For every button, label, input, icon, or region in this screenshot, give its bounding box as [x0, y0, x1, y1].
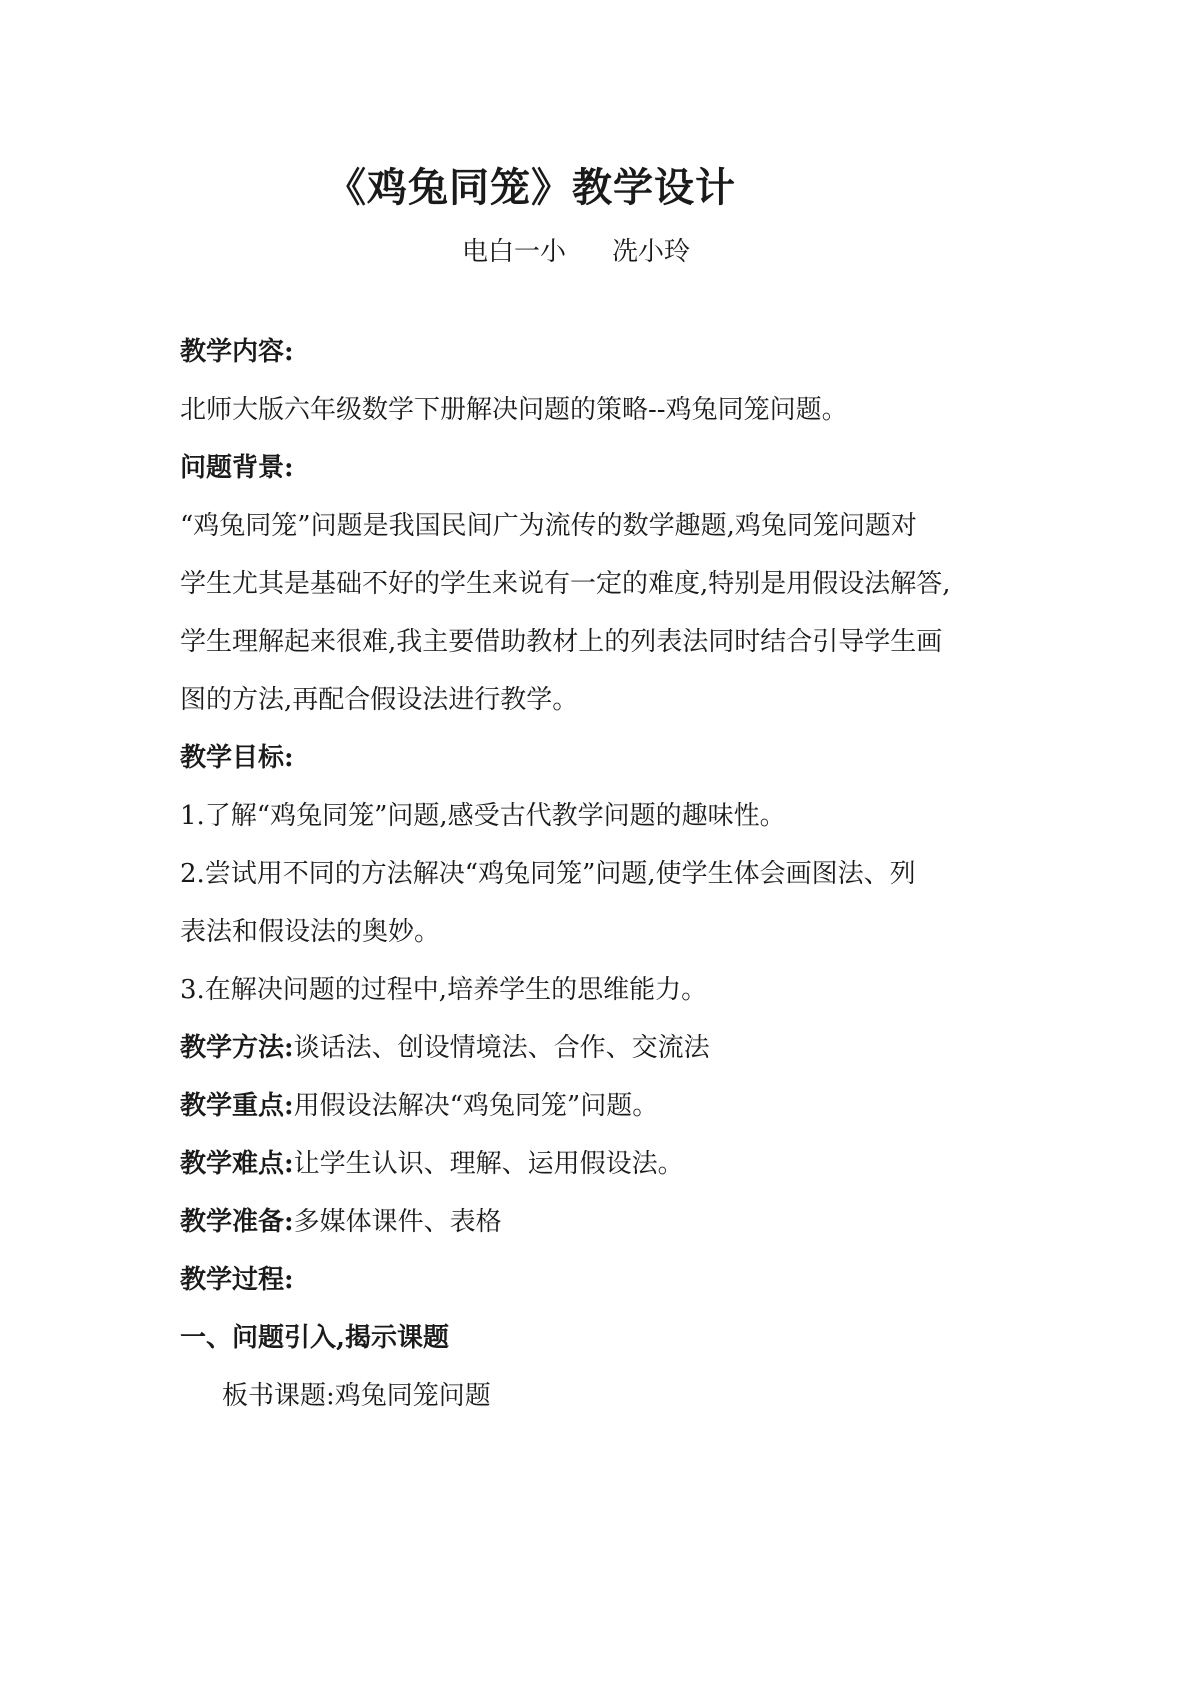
- goal-line: 2.尝试用不同的方法解决“鸡兔同笼”问题,使学生体会画图法、列: [180, 859, 916, 889]
- background-line: 学生尤其是基础不好的学生来说有一定的难度,特别是用假设法解答,: [180, 569, 951, 599]
- preparation-label: 教学准备:: [180, 1207, 294, 1237]
- goals-heading: 教学目标:: [180, 743, 294, 773]
- method-row: [180, 1028, 710, 1068]
- background-line: 学生理解起来很难,我主要借助教材上的列表法同时结合引导学生画: [180, 627, 943, 657]
- preparation-row: [180, 1202, 502, 1242]
- method-label: 教学方法:: [180, 1033, 294, 1063]
- preparation-text: 多媒体课件、表格: [293, 1207, 502, 1237]
- goal-line: 3.在解决问题的过程中,培养学生的思维能力。: [180, 975, 708, 1005]
- document-title: 《鸡兔同笼》教学设计: [326, 164, 736, 211]
- method-text: 谈话法、创设情境法、合作、交流法: [293, 1033, 710, 1063]
- goal-line: 1.了解“鸡兔同笼”问题,感受古代教学问题的趣味性。: [180, 801, 786, 831]
- background-line: 图的方法,再配合假设法进行教学。: [180, 685, 579, 715]
- board-title-text: 板书课题:鸡兔同笼问题: [222, 1381, 491, 1411]
- difficulty-row: [180, 1144, 684, 1184]
- difficulty-text: 让学生认识、理解、运用假设法。: [293, 1149, 684, 1179]
- difficulty-label: 教学难点:: [180, 1149, 294, 1179]
- author-name: 冼小玲: [612, 237, 691, 267]
- key-point-text: 用假设法解决“鸡兔同笼”问题。: [293, 1091, 659, 1121]
- process-heading: 教学过程:: [180, 1265, 294, 1295]
- key-point-row: [180, 1086, 658, 1126]
- background-heading: 问题背景:: [180, 453, 294, 483]
- school-name: 电白一小: [462, 237, 567, 267]
- content-text: 北师大版六年级数学下册解决问题的策略--鸡兔同笼问题。: [180, 395, 848, 425]
- key-point-label: 教学重点:: [180, 1091, 294, 1121]
- step-one-heading: 一、问题引入,揭示课题: [180, 1323, 450, 1353]
- content-heading: 教学内容:: [180, 337, 294, 367]
- background-line: “鸡兔同笼”问题是我国民间广为流传的数学趣题,鸡兔同笼问题对: [180, 511, 917, 541]
- goal-line: 表法和假设法的奥妙。: [180, 917, 441, 947]
